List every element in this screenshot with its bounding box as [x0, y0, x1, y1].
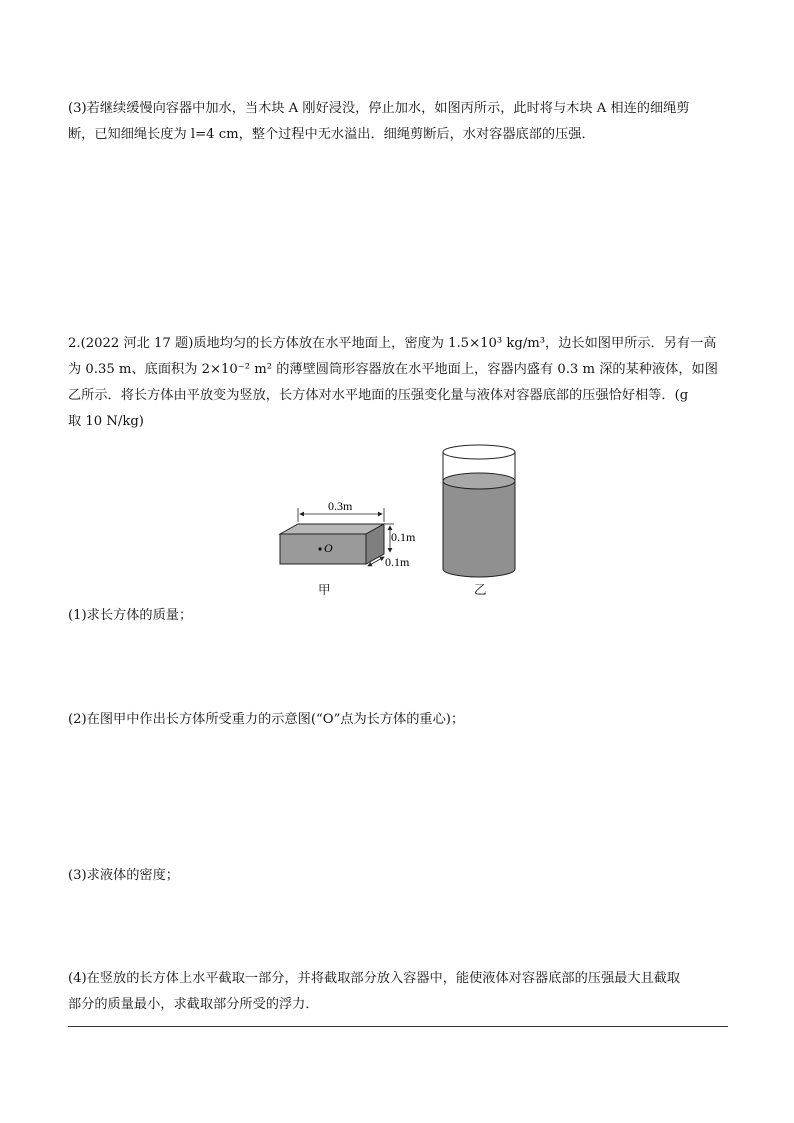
figure-cuboid: [270, 490, 440, 580]
figure-caption-b: 乙: [474, 582, 487, 597]
q2-part-4-line-2: 部分的质量最小，求截取部分所受的浮力．: [68, 997, 319, 1012]
center-point: [318, 547, 321, 550]
q1-part3-line-1: (3)若继续缓慢向容器中加水，当木块 A 刚好浸没，停止加水，如图丙所示，此时将与木块 A 相连的细绳剪: [68, 101, 690, 116]
cuboid-front-face: [280, 534, 366, 564]
q2-part-1-text: (1)求长方体的质量；: [68, 608, 193, 623]
q2-part-3-text: (3)求液体的密度；: [68, 868, 179, 883]
q2-part-2-text: (2)在图甲中作出长方体所受重力的示意图(“O”点为长方体的重心)；: [68, 712, 465, 727]
container-rim: [443, 445, 515, 459]
center-label: O: [324, 541, 333, 555]
question-1-part-3: [68, 96, 728, 148]
depth-label: 0.1m: [385, 555, 410, 569]
q2-part-4: [68, 966, 728, 1018]
q2-line-2: 为 0.35 m、底面积为 2×10⁻² m² 的薄壁圆筒形容器放在水平地面上，容器内盛有 0.3 m 深的某种液体，如图: [68, 362, 718, 377]
q2-part-1: [68, 603, 728, 629]
q2-part-4-line-1: (4)在竖放的长方体上水平截取一部分，并将截取部分放入容器中，能使液体对容器底部的压强最大且截取: [68, 971, 681, 986]
length-label: 0.3m: [328, 499, 353, 513]
question-2-stem: [68, 331, 728, 435]
q2-part-3: [68, 863, 728, 889]
q2-line-4: 取 10 N/kg): [68, 414, 144, 429]
figure-cylinder: [440, 443, 520, 583]
q2-line-1: 2.(2022 河北 17 题)质地均匀的长方体放在水平地面上，密度为 1.5×10³ kg/m³，边长如图甲所示．另有一高: [68, 336, 717, 351]
height-label: 0.1m: [391, 530, 416, 544]
liquid-surface: [443, 473, 515, 489]
page-bottom-rule: [68, 1026, 728, 1027]
q1-part3-line-2: 断，已知细绳长度为 l=4 cm，整个过程中无水溢出．细绳剪断后，水对容器底部的压强．: [68, 127, 595, 142]
figure-caption-a: 甲: [318, 582, 331, 597]
q2-part-2: [68, 707, 728, 733]
q2-line-3: 乙所示．将长方体由平放变为竖放，长方体对水平地面的压强变化量与液体对容器底部的压强恰好相等．(g: [68, 388, 689, 403]
liquid: [443, 481, 515, 577]
